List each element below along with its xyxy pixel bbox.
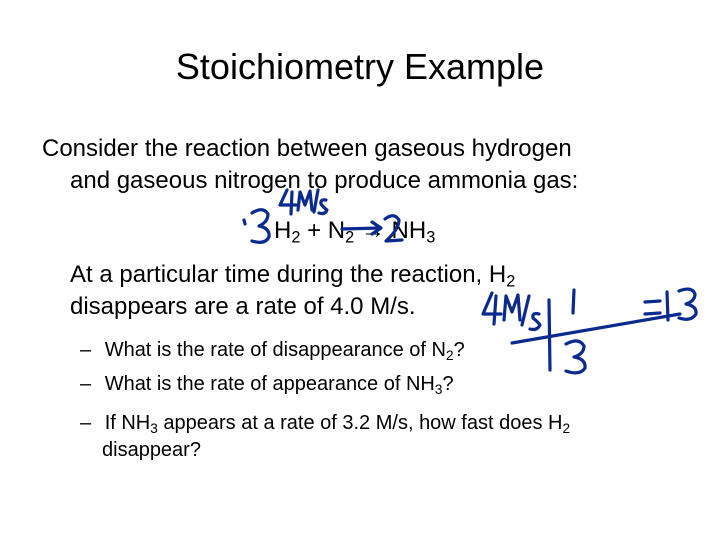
- ink-digit-1: [573, 290, 574, 313]
- bullet-dash: –: [80, 339, 92, 361]
- bullet-3-line-2: disappear?: [102, 439, 201, 461]
- bullet-2-end: ?: [442, 373, 454, 395]
- statement-subscript: 2: [506, 272, 516, 291]
- ink-vertical-divider: [549, 300, 550, 370]
- bullet-dash: –: [80, 373, 92, 395]
- eq-h: H: [274, 217, 292, 244]
- intro-line-1: Consider the reaction between gaseous hydrogen: [42, 135, 572, 162]
- bullet-3: [80, 410, 570, 436]
- slide-title: Stoichiometry Example: [175, 46, 545, 87]
- statement-line-2: disappears are a rate of 4.0 M/s.: [70, 293, 416, 320]
- statement-line-1: [70, 260, 515, 290]
- reaction-equation: [274, 216, 435, 246]
- intro-line-2: and gaseous nitrogen to produce ammonia gas:: [70, 167, 579, 194]
- eq-n-subscript: 2: [345, 228, 355, 247]
- statement-text: At a particular time during the reaction, H: [70, 261, 507, 288]
- bullet-1-subscript: 2: [446, 347, 454, 363]
- eq-nh-subscript: 3: [426, 228, 436, 247]
- bullet-2-text: What is the rate of appearance of NH: [104, 373, 435, 395]
- reaction-arrow: →: [354, 217, 392, 244]
- ink-equals-13: [645, 289, 696, 320]
- bullet-3-text: If NH: [104, 412, 151, 434]
- ink-4ms-ratio: [483, 293, 540, 330]
- bullet-1-text: What is the rate of disappearance of N: [104, 339, 446, 361]
- bullet-3-subscript-2: 2: [562, 420, 571, 436]
- bullet-3-middle: appears at a rate of 3.2 M/s, how fast does H: [157, 412, 563, 434]
- bullet-1: [80, 337, 465, 363]
- bullet-3-subscript: 3: [150, 420, 158, 436]
- eq-plus-n: + N: [300, 217, 346, 244]
- bullet-2-subscript: 3: [434, 381, 443, 397]
- eq-nh: NH: [391, 217, 427, 244]
- eq-h-subscript: 2: [291, 228, 301, 247]
- ink-horizontal-divider: [512, 314, 680, 343]
- bullet-dash: –: [80, 412, 92, 434]
- bullet-2: [80, 371, 454, 397]
- ink-coefficient-3: [244, 210, 269, 243]
- ink-digit-3: [566, 341, 585, 373]
- bullet-1-end: ?: [453, 339, 465, 361]
